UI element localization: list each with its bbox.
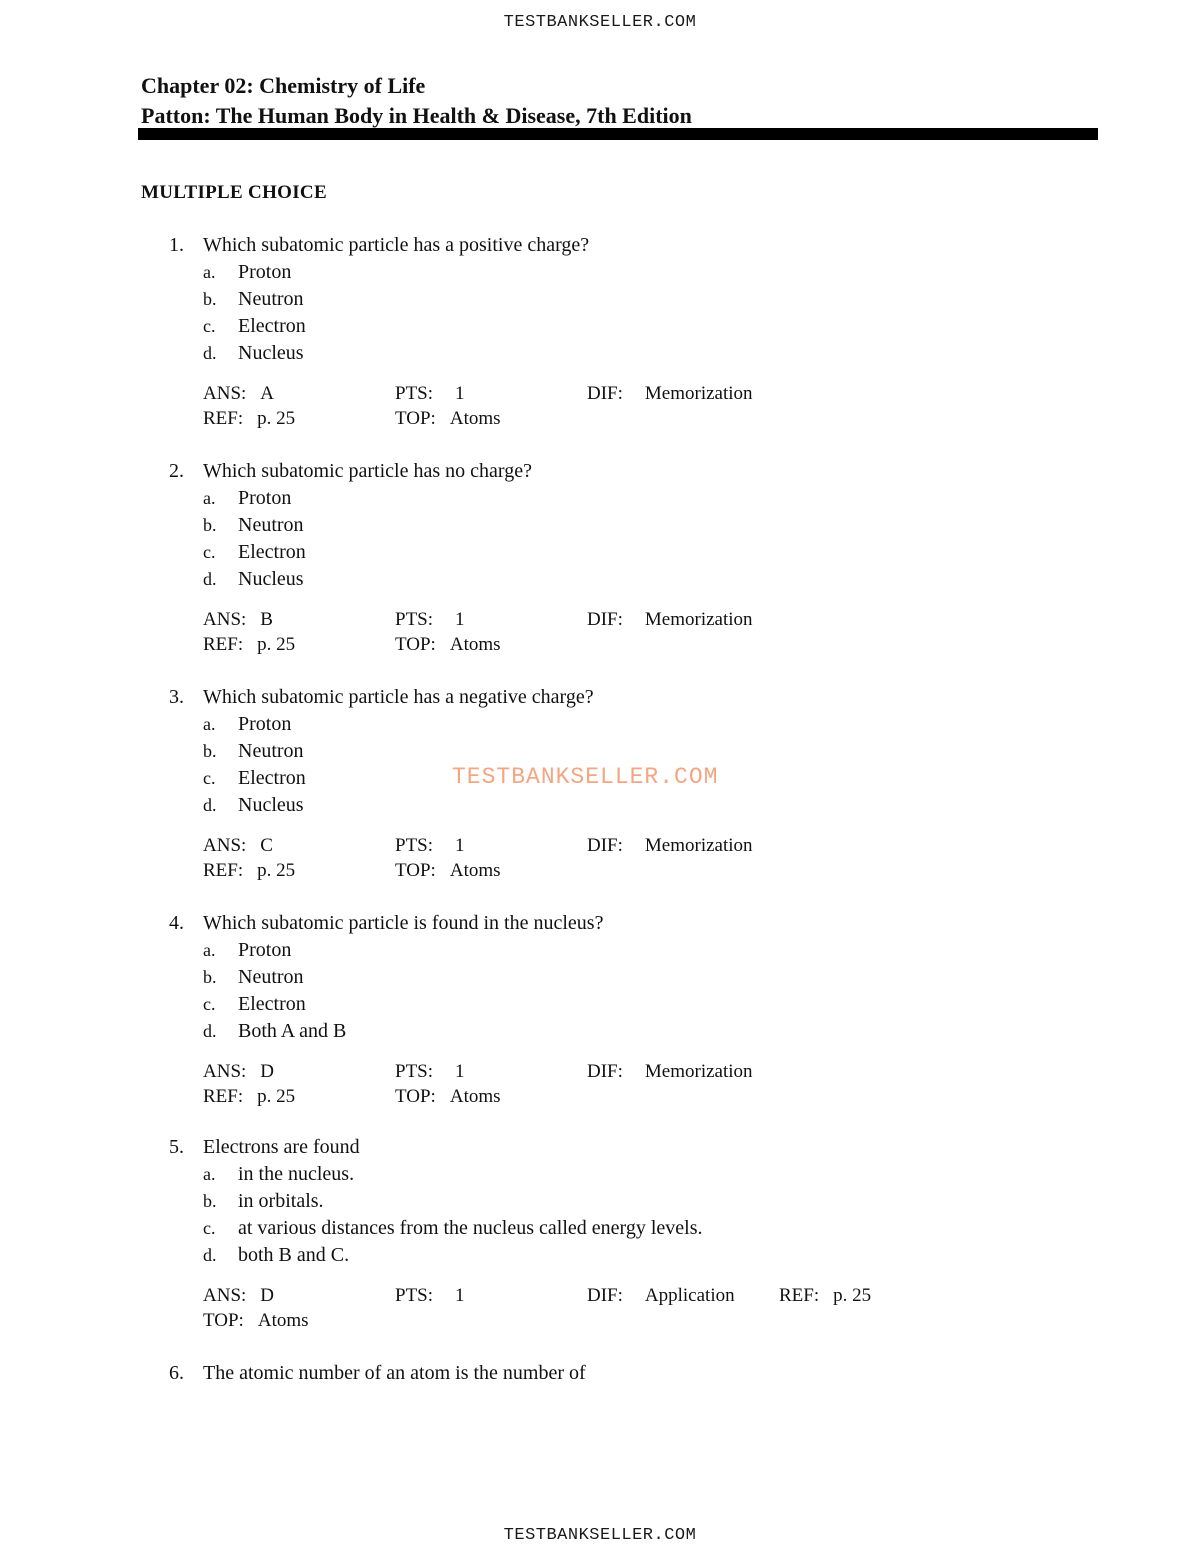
pts-value: 1: [455, 1285, 465, 1306]
dif-value: Memorization: [644, 1061, 753, 1082]
pts-value: 1: [455, 383, 465, 404]
option-letter: d.: [203, 343, 217, 363]
option-c: [165, 313, 1065, 340]
ans-value: A: [260, 383, 275, 404]
option-b: [165, 286, 1065, 313]
top-value: Atoms: [449, 1086, 501, 1107]
top-label: TOP:: [395, 860, 436, 881]
option-c: [165, 991, 1065, 1018]
question-5: [165, 1134, 1065, 1333]
ref-label: REF:: [203, 634, 244, 655]
option-letter: a.: [203, 714, 216, 734]
answer-meta: [165, 381, 1065, 431]
top-value: Atoms: [449, 408, 501, 429]
question-number: 5.: [169, 1136, 184, 1158]
option-text: Proton: [238, 487, 292, 509]
option-text: Nucleus: [238, 342, 304, 364]
question-text: Which subatomic particle has no charge?: [203, 460, 532, 482]
title-rule: [138, 128, 1098, 140]
option-letter: a.: [203, 488, 216, 508]
ans-label: ANS:: [203, 1061, 247, 1082]
option-letter: c.: [203, 316, 216, 336]
option-letter: c.: [203, 994, 216, 1014]
ans-label: ANS:: [203, 383, 247, 404]
pts-label: PTS:: [395, 1285, 434, 1306]
option-text: both B and C.: [238, 1244, 350, 1266]
top-value: Atoms: [449, 860, 501, 881]
option-text: Electron: [238, 315, 306, 337]
question-number: 2.: [169, 460, 184, 482]
ref-value: p. 25: [833, 1285, 872, 1306]
question-1: [165, 232, 1065, 431]
question-4: [165, 910, 1065, 1109]
ref-label: REF:: [779, 1285, 820, 1306]
option-text: Proton: [238, 939, 292, 961]
option-letter: c.: [203, 542, 216, 562]
watermark-text: TESTBANKSELLER.COM: [452, 764, 719, 790]
option-letter: b.: [203, 515, 217, 535]
answer-meta: [165, 1059, 1065, 1109]
option-text: Neutron: [238, 966, 304, 988]
dif-label: DIF:: [587, 609, 623, 630]
pts-value: 1: [455, 609, 465, 630]
option-d: [165, 1018, 1065, 1045]
ref-value: p. 25: [257, 408, 296, 429]
pts-value: 1: [455, 1061, 465, 1082]
option-letter: b.: [203, 967, 217, 987]
question-number: 4.: [169, 912, 184, 934]
dif-value: Memorization: [644, 609, 753, 630]
question-text: Which subatomic particle has a negative charge?: [203, 686, 594, 708]
option-letter: a.: [203, 1164, 216, 1184]
ref-label: REF:: [203, 1086, 244, 1107]
ans-value: D: [260, 1285, 275, 1306]
option-text: in the nucleus.: [238, 1163, 355, 1185]
option-letter: b.: [203, 289, 217, 309]
top-label: TOP:: [395, 634, 436, 655]
top-label: TOP:: [395, 1086, 436, 1107]
question-number: 6.: [169, 1362, 184, 1384]
section-heading: MULTIPLE CHOICE: [141, 182, 327, 203]
option-b: [165, 1188, 1065, 1215]
answer-meta: [165, 833, 1065, 883]
dif-label: DIF:: [587, 1285, 623, 1306]
pts-label: PTS:: [395, 383, 434, 404]
ref-value: p. 25: [257, 634, 296, 655]
pts-label: PTS:: [395, 1061, 434, 1082]
ans-label: ANS:: [203, 1285, 247, 1306]
dif-label: DIF:: [587, 835, 623, 856]
question-text: Which subatomic particle is found in the nucleus?: [203, 912, 604, 934]
option-letter: c.: [203, 1218, 216, 1238]
option-a: [165, 937, 1065, 964]
option-text: Nucleus: [238, 568, 304, 590]
question-text: Which subatomic particle has a positive charge?: [203, 234, 590, 256]
option-letter: d.: [203, 795, 217, 815]
question-text: Electrons are found: [203, 1136, 360, 1158]
option-letter: b.: [203, 741, 217, 761]
pts-label: PTS:: [395, 835, 434, 856]
option-a: [165, 711, 1065, 738]
option-letter: a.: [203, 262, 216, 282]
option-c: [165, 1215, 1065, 1242]
option-letter: d.: [203, 569, 217, 589]
ans-label: ANS:: [203, 609, 247, 630]
option-letter: b.: [203, 1191, 217, 1211]
ans-label: ANS:: [203, 835, 247, 856]
answer-meta: [165, 1283, 1065, 1333]
option-b: [165, 512, 1065, 539]
option-letter: c.: [203, 768, 216, 788]
pts-label: PTS:: [395, 609, 434, 630]
option-letter: d.: [203, 1245, 217, 1265]
chapter-title: Chapter 02: Chemistry of Life: [141, 73, 426, 98]
option-b: [165, 964, 1065, 991]
option-a: [165, 485, 1065, 512]
option-d: [165, 340, 1065, 367]
option-a: [165, 259, 1065, 286]
option-text: Proton: [238, 261, 292, 283]
dif-value: Application: [644, 1285, 735, 1306]
dif-value: Memorization: [644, 835, 753, 856]
top-label: TOP:: [395, 408, 436, 429]
site-header-text: TESTBANKSELLER.COM: [503, 13, 697, 32]
ref-label: REF:: [203, 860, 244, 881]
option-text: Neutron: [238, 740, 304, 762]
option-text: Electron: [238, 767, 306, 789]
ans-value: B: [260, 609, 273, 630]
option-b: [165, 738, 1065, 765]
ans-value: C: [260, 835, 273, 856]
question-2: [165, 458, 1065, 657]
option-c: [165, 539, 1065, 566]
option-text: Proton: [238, 713, 292, 735]
ans-value: D: [260, 1061, 275, 1082]
site-footer-text: TESTBANKSELLER.COM: [503, 1526, 697, 1545]
question-number: 1.: [169, 234, 184, 256]
option-text: Electron: [238, 541, 306, 563]
option-d: [165, 1242, 1065, 1269]
option-text: Both A and B: [238, 1020, 347, 1042]
option-a: [165, 1161, 1065, 1188]
ref-label: REF:: [203, 408, 244, 429]
pts-value: 1: [455, 835, 465, 856]
option-text: Nucleus: [238, 794, 304, 816]
top-value: Atoms: [449, 634, 501, 655]
top-label: TOP:: [203, 1310, 244, 1331]
question-text: The atomic number of an atom is the number of: [203, 1362, 586, 1384]
option-letter: a.: [203, 940, 216, 960]
question-number: 3.: [169, 686, 184, 708]
option-d: [165, 792, 1065, 819]
question-6: [165, 1360, 1065, 1387]
ref-value: p. 25: [257, 1086, 296, 1107]
dif-value: Memorization: [644, 383, 753, 404]
option-text: in orbitals.: [238, 1190, 324, 1212]
dif-label: DIF:: [587, 1061, 623, 1082]
option-text: Electron: [238, 993, 306, 1015]
dif-label: DIF:: [587, 383, 623, 404]
ref-value: p. 25: [257, 860, 296, 881]
option-letter: d.: [203, 1021, 217, 1041]
option-text: Neutron: [238, 514, 304, 536]
top-value: Atoms: [257, 1310, 309, 1331]
book-title: Patton: The Human Body in Health & Disease, 7th Edition: [141, 103, 692, 128]
answer-meta: [165, 607, 1065, 657]
option-text: at various distances from the nucleus called energy levels.: [238, 1217, 703, 1239]
option-d: [165, 566, 1065, 593]
option-text: Neutron: [238, 288, 304, 310]
